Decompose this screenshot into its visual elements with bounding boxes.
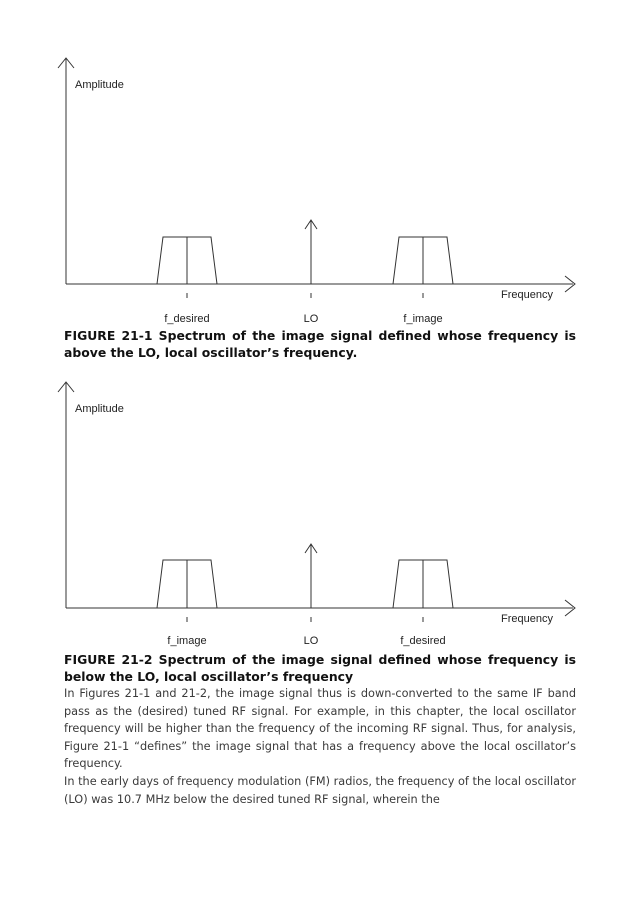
- figure-21-2: [0, 372, 637, 648]
- tick-label-right: f_image: [403, 313, 443, 325]
- spectrum-plot-1: [0, 48, 637, 325]
- tick-label-lo: LO: [303, 313, 319, 325]
- caption-number: FIGURE 21-1: [64, 328, 153, 343]
- figure-caption-21-1: [64, 327, 576, 361]
- caption-text: Spectrum of the image signal defined whose frequency is below the LO, local oscillator’s frequency: [64, 652, 576, 684]
- spectrum-plot-2: [0, 372, 637, 648]
- x-axis-label: Frequency: [501, 613, 553, 625]
- paragraph: In Figures 21-1 and 21-2, the image signal thus is down-converted to the same IF band pass as the (desired) tuned RF signal. For example, in this chapter, the local oscillator frequency will be higher than the frequency of the incoming RF signal. Thus, for analysis, Figure 21-1 “defines” the image signal that has a frequency above the local oscillator’s frequency.: [64, 687, 576, 771]
- tick-label-lo: LO: [303, 635, 319, 647]
- tick-label-left: f_image: [167, 635, 207, 647]
- y-axis-label: Amplitude: [75, 403, 124, 415]
- caption-number: FIGURE 21-2: [64, 652, 153, 667]
- tick-label-right: f_desired: [400, 635, 446, 647]
- body-text: [64, 685, 576, 808]
- x-axis-label: Frequency: [501, 289, 553, 301]
- figure-caption-21-2: [64, 651, 576, 685]
- figure-21-1: [0, 48, 637, 325]
- caption-text: Spectrum of the image signal defined whose frequency is above the LO, local oscillator’s frequency.: [64, 328, 576, 360]
- y-axis-label: Amplitude: [75, 79, 124, 91]
- paragraph: In the early days of frequency modulation (FM) radios, the frequency of the local oscillator (LO) was 10.7 MHz below the desired tuned RF signal, wherein the: [64, 774, 576, 806]
- tick-label-left: f_desired: [164, 313, 210, 325]
